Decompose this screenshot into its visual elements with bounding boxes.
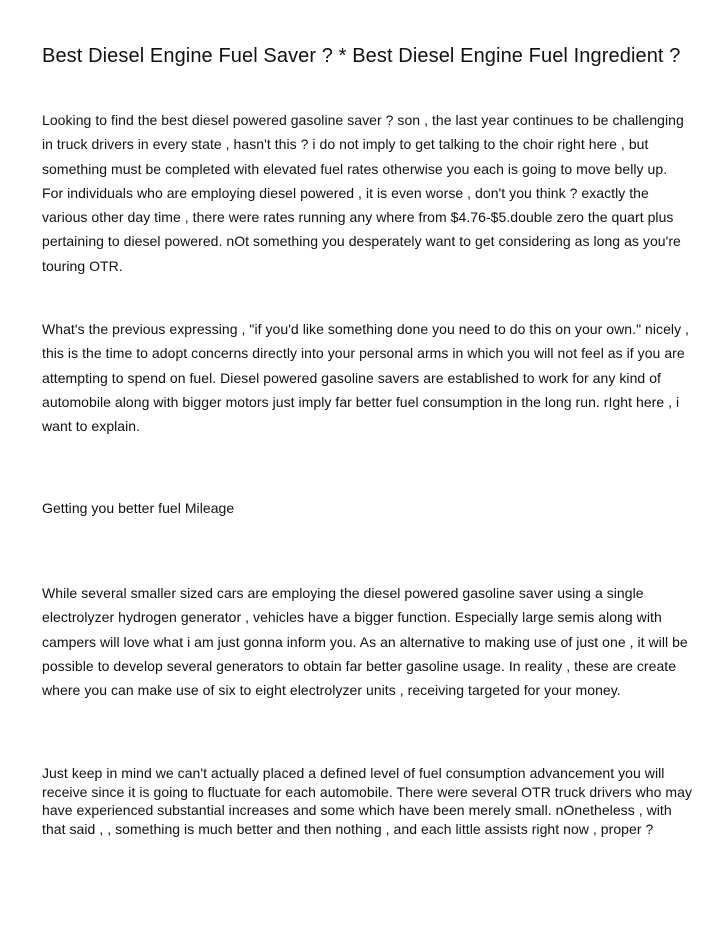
paragraph-fuel-consumption-note: Just keep in mind we can't actually placed a defined level of fuel consumption advancement you will receive since it is going to fluctuate for each automobile. There were several OTR truck drivers who may have experienced substantial increases and some which have been merely small. nOnetheless , with that said , , something is much better and then nothing , and each little assists right now , proper ? bbox=[42, 765, 692, 837]
paragraph-diesel-fuel-rates: Looking to find the best diesel powered gasoline saver ? son , the last year continues to be challenging in truck drivers in every state , hasn't this ? i do not imply to get talking to the choir right here , but something must be completed with elevated fuel rates otherwise you each is going to move belly up. For individuals who are employing diesel powered , it is even worse , don't you think ? exactly the various other day time , there were rates running any where from $4.76-$5.double zero the quart plus pertaining to diesel powered. nOt something you desperately want to get considering as long as you're touring OTR. bbox=[42, 112, 684, 274]
paragraph-multiple-generators: While several smaller sized cars are employing the diesel powered gasoline saver using a single electrolyzer hydrogen generator , vehicles have a bigger function. Especially large semis along with campers will love what i am just gonna inform you. As an alternative to making use of just one , it will be possible to develop several generators to obtain far better gasoline usage. In reality , these are create where you can make use of six to eight electrolyzer units , receiving targeted for your money. bbox=[42, 585, 688, 699]
section-heading-fuel-mileage: Getting you better fuel Mileage bbox=[42, 500, 235, 516]
paragraph-do-it-yourself: What's the previous expressing , "if you'd like something done you need to do this on your own." nicely , this is the time to adopt concerns directly into your personal arms in which you will not feel as if you are attempting to spend on fuel. Diesel powered gasoline savers are established to work for any kind of automobile along with bigger motors just imply far better fuel consumption in the long run. rIght here , i want to explain. bbox=[42, 321, 689, 435]
document-title: Best Diesel Engine Fuel Saver ? * Best Diesel Engine Fuel Ingredient ? bbox=[42, 45, 681, 67]
